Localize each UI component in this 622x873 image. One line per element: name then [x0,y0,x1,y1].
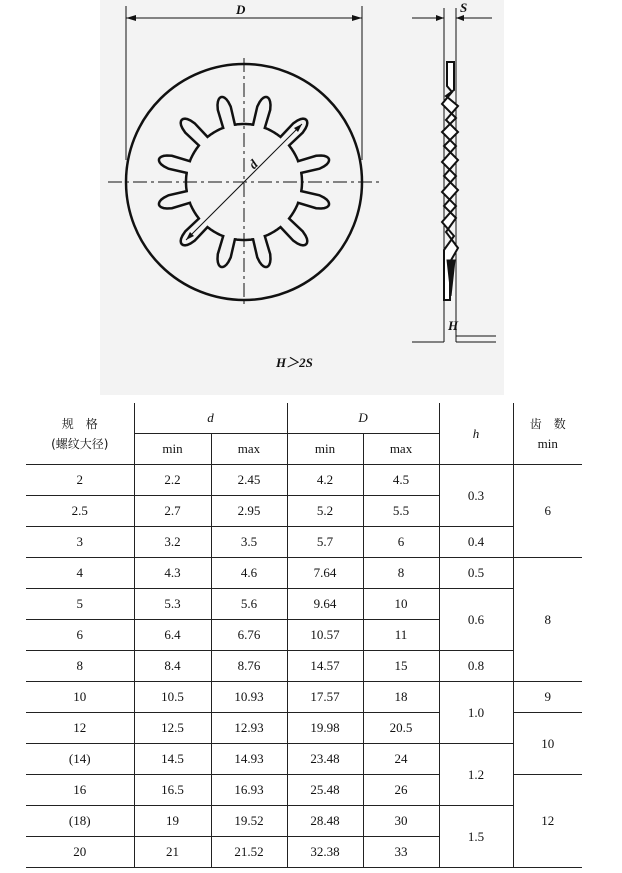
spec-cell: 12 [26,713,134,744]
teeth-cell: 8 [513,558,582,682]
d-max-header: max [211,434,287,465]
h-cell: 0.5 [439,558,513,589]
label-S: S [460,0,468,15]
washer-drawing [0,0,622,395]
d-max-cell: 2.95 [211,496,287,527]
D-min-cell: 7.64 [287,558,363,589]
d-min-cell: 8.4 [134,651,211,682]
label-H: H [448,318,459,333]
d-min-header: min [134,434,211,465]
spec-header-line1: 规 格 [61,416,98,431]
D-min-cell: 14.57 [287,651,363,682]
D-max-cell: 18 [363,682,439,713]
spec-cell: 10 [26,682,134,713]
d-min-cell: 5.3 [134,589,211,620]
D-min-cell: 28.48 [287,806,363,837]
teeth-header-sub: min [537,435,558,451]
D-header: D [287,403,439,434]
h-cell: 1.5 [439,806,513,868]
teeth-header [513,403,582,465]
D-max-cell: 10 [363,589,439,620]
spec-cell: 5 [26,589,134,620]
d-min-cell: 14.5 [134,744,211,775]
d-max-cell: 8.76 [211,651,287,682]
d-max-cell: 16.93 [211,775,287,806]
d-max-cell: 21.52 [211,837,287,868]
D-min-header: min [287,434,363,465]
d-min-cell: 10.5 [134,682,211,713]
D-max-cell: 26 [363,775,439,806]
d-min-cell: 3.2 [134,527,211,558]
spec-cell: (14) [26,744,134,775]
spec-cell: 2 [26,465,134,496]
D-min-cell: 19.98 [287,713,363,744]
D-min-cell: 5.2 [287,496,363,527]
d-min-cell: 12.5 [134,713,211,744]
d-min-cell: 6.4 [134,620,211,651]
spec-table [26,403,582,868]
d-max-cell: 12.93 [211,713,287,744]
label-d: d [245,156,261,172]
table-row [26,558,582,589]
D-max-cell: 33 [363,837,439,868]
d-max-cell: 4.6 [211,558,287,589]
D-max-cell: 15 [363,651,439,682]
D-max-header: max [363,434,439,465]
h-cell: 1.2 [439,744,513,806]
d-min-cell: 4.3 [134,558,211,589]
teeth-header-label: 齿 数 [529,416,566,431]
spec-cell: 4 [26,558,134,589]
h-cell: 1.0 [439,682,513,744]
spec-cell: 6 [26,620,134,651]
D-max-cell: 4.5 [363,465,439,496]
D-max-cell: 20.5 [363,713,439,744]
condition-label: H＞2S [276,355,313,370]
h-header: h [439,403,513,465]
d-min-cell: 2.2 [134,465,211,496]
teeth-cell: 10 [513,713,582,775]
table-row [26,465,582,496]
D-max-cell: 5.5 [363,496,439,527]
h-cell: 0.6 [439,589,513,651]
spec-cell: (18) [26,806,134,837]
D-min-cell: 25.48 [287,775,363,806]
D-max-cell: 30 [363,806,439,837]
spec-cell: 16 [26,775,134,806]
D-min-cell: 4.2 [287,465,363,496]
h-cell: 0.8 [439,651,513,682]
table-row [26,806,582,837]
D-max-cell: 11 [363,620,439,651]
D-max-cell: 8 [363,558,439,589]
d-min-cell: 2.7 [134,496,211,527]
D-max-cell: 6 [363,527,439,558]
D-min-cell: 17.57 [287,682,363,713]
teeth-cell: 12 [513,775,582,868]
D-min-cell: 5.7 [287,527,363,558]
h-cell: 0.4 [439,527,513,558]
d-min-cell: 16.5 [134,775,211,806]
spec-cell: 8 [26,651,134,682]
spec-cell: 20 [26,837,134,868]
D-max-cell: 24 [363,744,439,775]
table-row [26,527,582,558]
label-D: D [236,2,246,17]
table-row [26,651,582,682]
spec-header [26,403,134,465]
table-row [26,682,582,713]
d-max-cell: 14.93 [211,744,287,775]
drawing-background [100,0,504,395]
d-max-cell: 2.45 [211,465,287,496]
d-max-cell: 6.76 [211,620,287,651]
h-cell: 0.3 [439,465,513,527]
spec-cell: 2.5 [26,496,134,527]
d-max-cell: 19.52 [211,806,287,837]
teeth-cell: 9 [513,682,582,713]
d-min-cell: 21 [134,837,211,868]
D-min-cell: 23.48 [287,744,363,775]
D-min-cell: 32.38 [287,837,363,868]
spec-header-line2: (螺纹大径) [51,436,109,451]
D-min-cell: 10.57 [287,620,363,651]
table-row [26,744,582,775]
d-max-cell: 5.6 [211,589,287,620]
d-max-cell: 10.93 [211,682,287,713]
table-row [26,589,582,620]
spec-cell: 3 [26,527,134,558]
d-min-cell: 19 [134,806,211,837]
D-min-cell: 9.64 [287,589,363,620]
d-header: d [134,403,287,434]
d-max-cell: 3.5 [211,527,287,558]
teeth-cell: 6 [513,465,582,558]
